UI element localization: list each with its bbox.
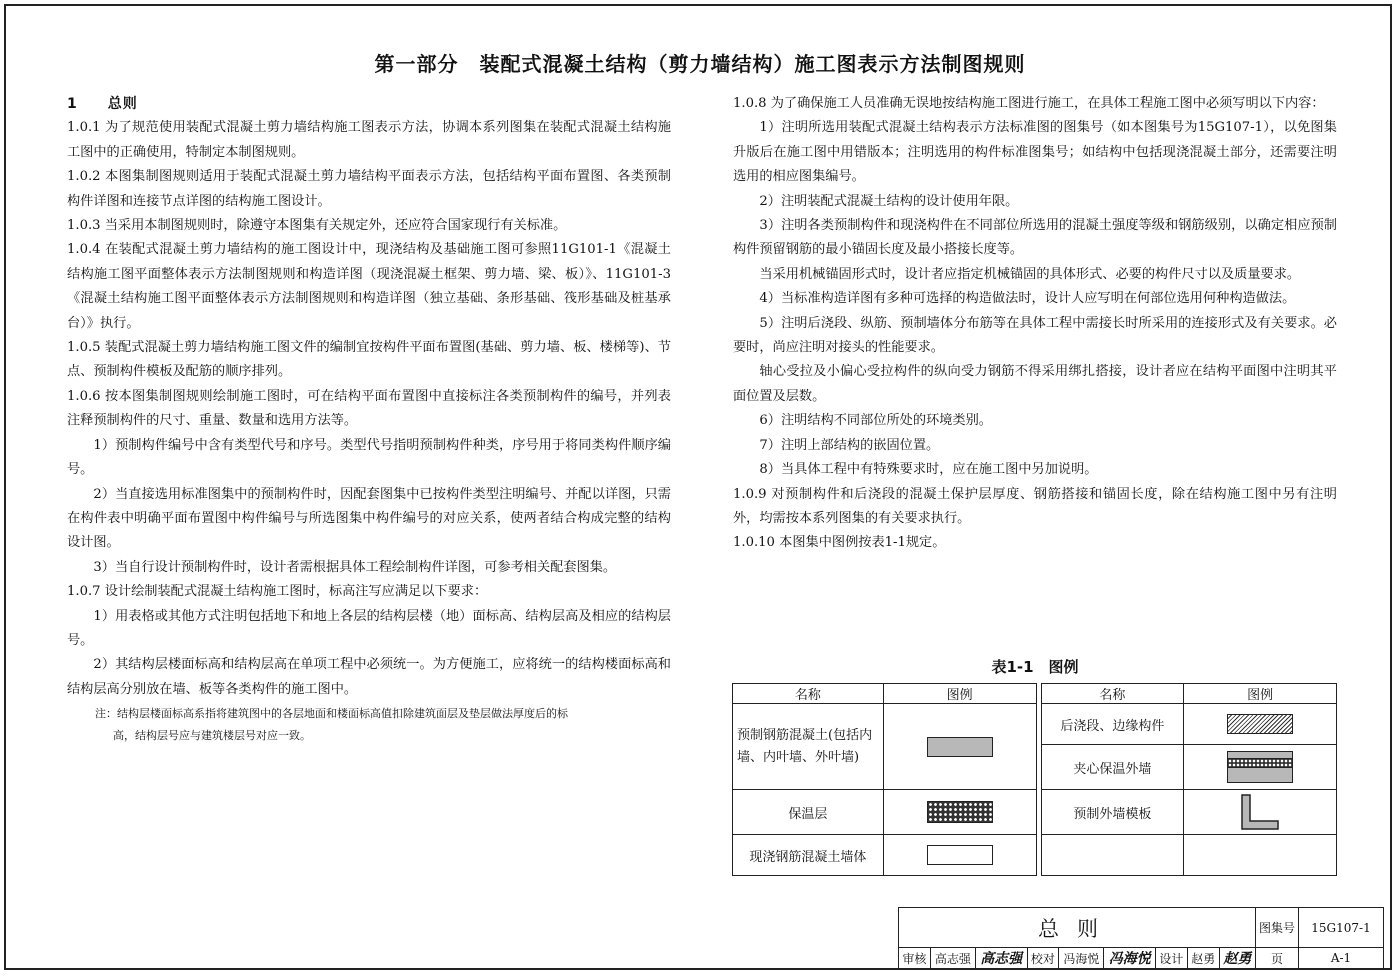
clause-1-0-8-item-4: 4）当标准构造详图有多种可选择的构造做法时，设计人应写明在何部位选用何种构造做法。 — [759, 291, 1296, 307]
clause-1-0-8-item-3: 3）注明各类预制构件和现浇构件在不同部位所选用的混凝土强度等级和钢筋级别，以确定相应预制构件预留钢筋的最小锚固长度及最小搭接长度等。 — [733, 218, 1337, 258]
clause-1-0-2: 1.0.2 本图集制图规则适用于装配式混凝土剪力墙结构平面表示方法，包括结构平面布置图、各类预制构件详图和连接节点详图的结构施工图设计。 — [67, 169, 671, 209]
design-label: 设计 — [1156, 948, 1188, 969]
insulation-dots — [1228, 758, 1292, 768]
insulation-layer-swatch — [927, 801, 993, 823]
right-column — [733, 92, 1337, 556]
clause-1-0-8-item-6: 6）注明结构不同部位所处的环境类别。 — [759, 413, 992, 429]
sheet-title: 总则 — [899, 908, 1256, 948]
legend-row — [733, 835, 1337, 876]
legend-name: 后浇段、边缘构件 — [1041, 704, 1184, 745]
checker-signature: 冯海悦 — [1104, 948, 1156, 969]
clause-1-0-9: 1.0.9 对预制构件和后浇段的混凝土保护层厚度、钢筋搭接和锚固长度，除在结构施工图中另有注明外，均需按本系列图集的有关要求执行。 — [733, 486, 1337, 526]
legend-name: 现浇钢筋混凝土墙体 — [733, 835, 884, 876]
legend-symbol — [883, 704, 1036, 790]
legend-name: 夹心保温外墙 — [1041, 745, 1184, 790]
legend-table-caption: 表1-1 图例 — [991, 658, 1079, 676]
clause-1-0-8-item-3b: 当采用机械锚固形式时，设计者应指定机械锚固的具体形式、必要的构件尺寸以及质量要求。 — [759, 266, 1301, 282]
clause-1-0-7: 1.0.7 设计绘制装配式混凝土结构施工图时，标高注写应满足以下要求： — [67, 584, 488, 600]
legend-empty — [1184, 835, 1337, 876]
page-number: A-1 — [1299, 948, 1384, 969]
clause-1-0-8-item-7: 7）注明上部结构的嵌固位置。 — [759, 437, 940, 453]
atlas-label: 图集号 — [1256, 908, 1299, 948]
post-cast-hatch-swatch — [1227, 714, 1293, 734]
clause-1-0-8: 1.0.8 为了确保施工人员准确无误地按结构施工图进行施工，在具体工程施工图中必须写明以下内容： — [733, 96, 1325, 111]
clause-1-0-6-item-3: 3）当自行设计预制构件时，设计者需根据具体工程绘制构件详图，可参考相关配套图集。 — [93, 559, 617, 575]
reviewer-signature: 高志强 — [975, 948, 1027, 969]
sandwich-wall-swatch — [1227, 751, 1293, 783]
clause-1-0-7-item-1: 1）用表格或其他方式注明包括地下和地上各层的结构层楼（地）面标高、结构层高及相应的结构层号。 — [67, 608, 671, 648]
atlas-number: 15G107-1 — [1299, 908, 1384, 948]
title-block — [898, 907, 1384, 969]
note-line-1: 注：结构层楼面标高系指将建筑图中的各层地面和楼面标高值扣除建筑面层及垫层做法厚度后的标 — [95, 707, 568, 721]
legend-row — [733, 790, 1337, 835]
legend-header-name-left: 名称 — [733, 684, 884, 704]
clause-1-0-8-item-2: 2）注明装配式混凝土结构的设计使用年限。 — [759, 193, 1019, 209]
clause-1-0-8-item-5: 5）注明后浇段、纵筋、预制墙体分布筋等在具体工程中需接长时所采用的连接形式及有关要求。必要时，尚应注明对接头的性能要求。 — [733, 315, 1337, 356]
left-column — [67, 92, 671, 747]
note — [67, 703, 671, 747]
clause-1-0-6-item-2: 2）当直接选用标准图集中的预制构件时，因配套图集中已按构件类型注明编号、并配以详图，只需在构件表中明确平面布置图中构件编号与所选图集中构件编号的对应关系，使两者结合构成完整的结构设计图。 — [67, 486, 671, 551]
clause-1-0-4: 1.0.4 在装配式混凝土剪力墙结构的施工图设计中，现浇结构及基础施工图可参照11G101-1《混凝土结构施工图平面整体表示方法制图规则和构造详图（现浇混凝土框架、剪力墙、梁、板）》、11G101-3《混凝土结构施工图平面整体表示方法制图规则和构造详图（独立基础、条形基础、筏形基础及桩基承台）》执行。 — [67, 242, 671, 331]
legend-row — [733, 704, 1337, 745]
precast-concrete-swatch — [927, 737, 993, 757]
legend-symbol — [1184, 704, 1337, 745]
legend-name: 预制钢筋混凝土(包括内墙、内叶墙、外叶墙) — [733, 704, 884, 790]
reviewer-name: 高志强 — [930, 948, 975, 969]
cast-in-place-wall-swatch — [927, 845, 993, 865]
clause-1-0-8-item-1: 1）注明所选用装配式混凝土结构表示方法标准图的图集号（如本图集号为15G107-1），以免图集升版后在施工图中用错版本；注明选用的构件标准图集号；如结构中包括现浇混凝土部分，还需要注明选用的相应图集编号。 — [733, 120, 1337, 185]
review-label: 审核 — [899, 948, 931, 969]
clause-1-0-10: 1.0.10 本图集中图例按表1-1规定。 — [733, 535, 946, 551]
legend-empty — [1041, 835, 1184, 876]
designer-name: 赵勇 — [1187, 948, 1219, 969]
section-heading: 1 总则 — [67, 96, 138, 112]
clause-1-0-8-item-8: 8）当具体工程中有特殊要求时，应在施工图中另加说明。 — [759, 462, 1098, 478]
legend-symbol — [1184, 790, 1337, 835]
note-line-2: 高，结构层号应与建筑楼层号对应一致。 — [113, 729, 311, 743]
legend-symbol — [1184, 745, 1337, 790]
clause-1-0-8-item-5b: 轴心受拉及小偏心受拉构件的纵向受力钢筋不得采用绑扎搭接，设计者应在结构平面图中注明其平面位置及层数。 — [733, 364, 1337, 404]
check-label: 校对 — [1027, 948, 1059, 969]
page-title: 第一部分 装配式混凝土结构（剪力墙结构）施工图表示方法制图规则 — [374, 52, 1026, 76]
legend-symbol — [883, 835, 1036, 876]
legend-header-name-right: 名称 — [1041, 684, 1184, 704]
designer-signature: 赵勇 — [1219, 948, 1255, 969]
clause-1-0-1: 1.0.1 为了规范使用装配式混凝土剪力墙结构施工图表示方法，协调本系列图集在装配式混凝土结构施工图中的正确使用，特制定本制图规则。 — [67, 120, 671, 160]
l-shape-formwork-icon — [1240, 794, 1280, 830]
legend-name: 保温层 — [733, 790, 884, 835]
clause-1-0-6-item-1: 1）预制构件编号中含有类型代号和序号。类型代号指明预制构件种类，序号用于将同类构件顺序编号。 — [67, 437, 671, 478]
legend-table — [732, 683, 1337, 876]
legend-header-row — [733, 684, 1337, 704]
page-label: 页 — [1256, 948, 1299, 969]
legend-header-symbol-left: 图例 — [883, 684, 1036, 704]
legend-symbol — [883, 790, 1036, 835]
clause-1-0-7-item-2: 2）其结构层楼面标高和结构层高在单项工程中必须统一。为方便施工，应将统一的结构楼面标高和结构层高分别放在墙、板等各类构件的施工图中。 — [67, 657, 671, 697]
legend-name: 预制外墙模板 — [1041, 790, 1184, 835]
clause-1-0-5: 1.0.5 装配式混凝土剪力墙结构施工图文件的编制宜按构件平面布置图(基础、剪力墙、板、楼梯等)、节点、预制构件模板及配筋的顺序排列。 — [67, 340, 671, 380]
clause-1-0-3: 1.0.3 当采用本制图规则时，除遵守本图集有关规定外，还应符合国家现行有关标准。 — [67, 218, 567, 234]
checker-name: 冯海悦 — [1059, 948, 1104, 969]
legend-header-symbol-right: 图例 — [1184, 684, 1337, 704]
clause-1-0-6: 1.0.6 按本图集制图规则绘制施工图时，可在结构平面布置图中直接标注各类预制构件的编号，并列表注释预制构件的尺寸、重量、数量和选用方法等。 — [67, 388, 671, 429]
